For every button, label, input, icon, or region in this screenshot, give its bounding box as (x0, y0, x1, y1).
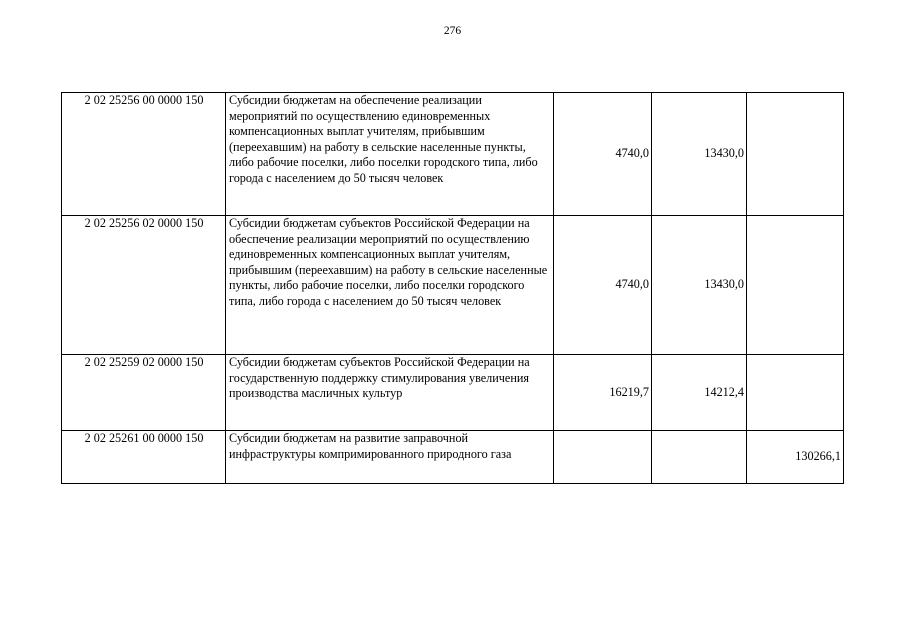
amount-cell-col3 (747, 93, 844, 216)
income-code-cell: 2 02 25259 02 0000 150 (62, 355, 226, 431)
amount-cell-col1 (554, 431, 652, 484)
description-cell: Субсидии бюджетам на развитие заправочной инфраструктуры компримированного природного газа (226, 431, 554, 484)
amount-cell-col1: 16219,7 (554, 355, 652, 431)
income-code-cell: 2 02 25256 00 0000 150 (62, 93, 226, 216)
amount-cell-col3: 130266,1 (747, 431, 844, 484)
description-cell: Субсидии бюджетам на обеспечение реализации мероприятий по осуществлению единовременных компенсационных выплат учителям, прибывшим (переехавшим) на работу в сельские населенные пункты, либо рабочие поселки, либо поселки городского типа, либо города с населением до 50 тысяч человек (226, 93, 554, 216)
amount-cell-col2 (652, 431, 747, 484)
table-row (62, 431, 844, 484)
table-row (62, 93, 844, 216)
amount-cell-col1: 4740,0 (554, 93, 652, 216)
amount-cell-col2: 13430,0 (652, 93, 747, 216)
amount-cell-col1: 4740,0 (554, 216, 652, 355)
page-number: 276 (443, 25, 462, 37)
budget-table (61, 92, 844, 484)
description-cell: Субсидии бюджетам субъектов Российской Федерации на обеспечение реализации мероприятий по осуществлению единовременных компенсационных выплат учителям, прибывшим (переехавшим) на работу в сельские населенные пункты, либо рабочие поселки, либо поселки городского типа, либо города с населением до 50 тысяч человек (226, 216, 554, 355)
income-code-cell: 2 02 25256 02 0000 150 (62, 216, 226, 355)
income-code-cell: 2 02 25261 00 0000 150 (62, 431, 226, 484)
table-row (62, 216, 844, 355)
amount-cell-col2: 14212,4 (652, 355, 747, 431)
amount-cell-col3 (747, 355, 844, 431)
description-cell: Субсидии бюджетам субъектов Российской Федерации на государственную поддержку стимулирования увеличения производства масличных культур (226, 355, 554, 431)
table-row (62, 355, 844, 431)
amount-cell-col2: 13430,0 (652, 216, 747, 355)
amount-cell-col3 (747, 216, 844, 355)
